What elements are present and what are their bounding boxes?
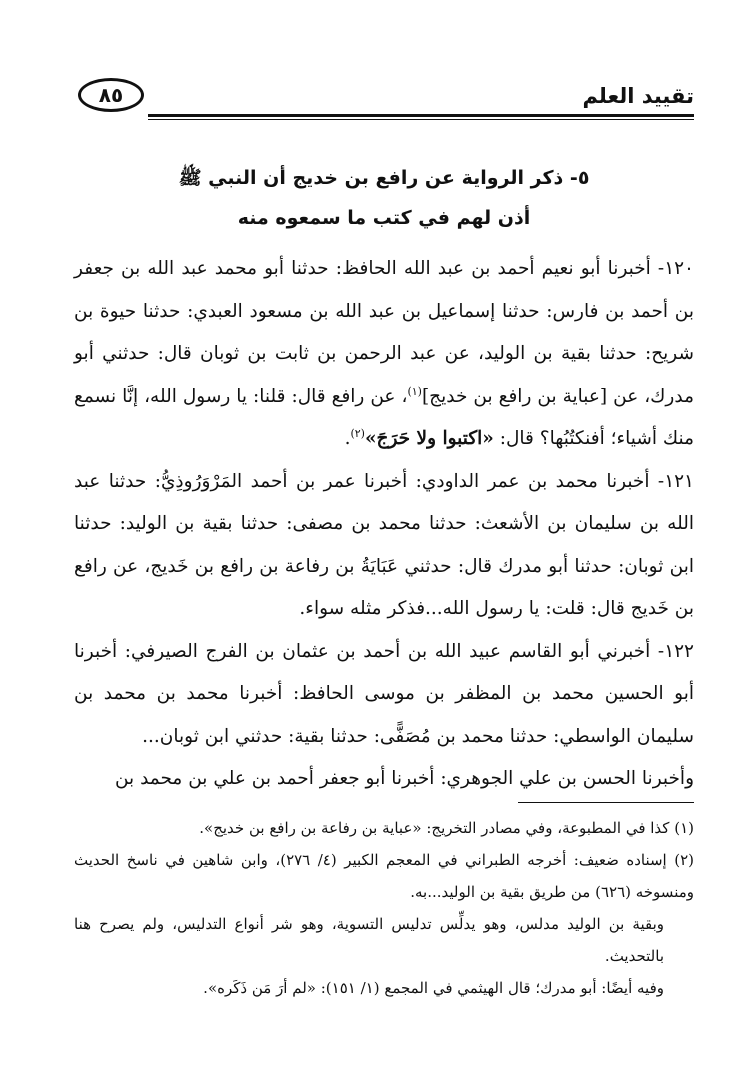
footnotes bbox=[74, 812, 694, 1004]
hadith-121: ١٢١- أخبرنا محمد بن عمر الداودي: أخبرنا عمر بن أحمد المَرْوَرُوذِيُّ: حدثنا عبد الله بن سليمان بن الأشعث: حدثنا محمد بن مصفى: حدثنا بقية بن الوليد: حدثنا ابن ثوبان: حدثنا أبو مدرك قال: حدثني عَبَايَةُ بن رفاعة بن رافع بن خَديج، عن رافع بن خَديج قال: قلت: يا رسول الله...فذكر مثله سواء. bbox=[74, 470, 694, 619]
page-number: ٨٥ bbox=[78, 78, 144, 112]
footnote-2: (٢) إسناده ضعيف: أخرجه الطبراني في المعجم الكبير (٤/ ٢٧٦)، وابن شاهين في ناسخ الحديث ومنسوخه (٦٢٦) من طريق بقية بن الوليد...به. bbox=[74, 851, 694, 901]
hadith-120 bbox=[74, 248, 694, 461]
footnote-separator bbox=[518, 802, 694, 803]
footnote-2-note: وبقية بن الوليد مدلس، وهو يدلِّس تدليس التسوية، وهو شر أنواع التدليس، ولم يصرح هنا بالتحديث. bbox=[74, 915, 664, 965]
hadith-120-text-a: ١٢٠- أخبرنا أبو نعيم أحمد بن عبد الله الحافظ: حدثنا أبو محمد عبد الله بن جعفر بن أحمد بن فارس: حدثنا إسماعيل بن عبد الله بن مسعود العبدي: حدثنا حيوة بن شريح: حدثنا بقية بن الوليد، عن عبد الرحمن بن ثابت بن ثوبان قال: حدثني أبو مدرك، عن [عباية بن رافع بن خديج] bbox=[74, 258, 694, 407]
running-title: تقييد العلم bbox=[582, 84, 694, 108]
section-heading-line-2: أذن لهم في كتب ما سمعوه منه bbox=[237, 207, 531, 229]
main-text bbox=[74, 248, 694, 801]
hadith-122: ١٢٢- أخبرني أبو القاسم عبيد الله بن أحمد بن عثمان بن الفرج الصيرفي: أخبرنا أبو الحسين محمد بن المظفر بن موسى الحافظ: أخبرنا محمد بن محمد بن سليمان الواسطي: حدثنا محمد بن مُصَفًّى: حدثنا بقية: حدثني ابن ثوبان... bbox=[74, 640, 694, 747]
footnote-2-note-2: وفيه أيضًا: أبو مدرك؛ قال الهيثمي في المجمع (١/ ١٥١): «لم أرَ مَن ذَكَره». bbox=[203, 979, 664, 997]
footnote-1: (١) كذا في المطبوعة، وفي مصادر التخريج: «عباية بن رفاعة بن رافع بن خديج». bbox=[199, 819, 694, 837]
header-rule bbox=[148, 114, 694, 117]
hadith-120-end: . bbox=[344, 428, 351, 449]
header-rule-thin bbox=[148, 119, 694, 120]
section-heading bbox=[74, 158, 694, 238]
hadith-120-quote: «اكتبوا ولا حَرَجَ» bbox=[364, 428, 494, 449]
page-header bbox=[74, 72, 694, 122]
footnote-ref-2: (٢) bbox=[350, 426, 365, 440]
hadith-122-continuation: وأخبرنا الحسن بن علي الجوهري: أخبرنا أبو جعفر أحمد بن علي بن محمد بن bbox=[114, 768, 694, 789]
footnote-ref-1: (١) bbox=[407, 384, 422, 398]
section-heading-line-1: ٥- ذكر الرواية عن رافع بن خديج أن النبي ﷺ bbox=[178, 167, 590, 189]
hadith-120-text-b: ، عن رافع قال: قلنا: يا رسول الله، إنَّا نسمع منك أشياء؛ أفنكتُبُها؟ قال: bbox=[74, 385, 694, 449]
